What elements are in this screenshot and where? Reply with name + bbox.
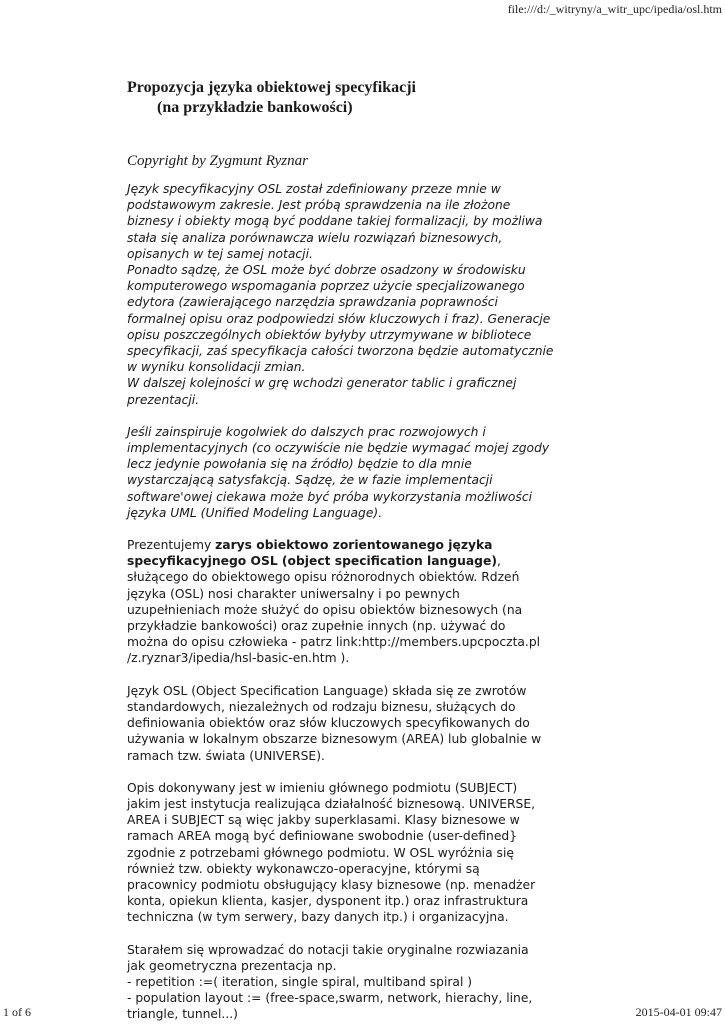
text-line: języka UML (Unified Modeling Language). bbox=[127, 505, 383, 520]
document-title bbox=[127, 78, 552, 118]
text-line: biznesy i obiekty mogą być poddane takiej formalizacji, by możliwa bbox=[127, 214, 543, 229]
text-line: jakim jest instytucja realizująca działalność biznesową. UNIVERSE, bbox=[127, 796, 536, 811]
subject-paragraph bbox=[127, 780, 552, 926]
text-line: ramach AREA mogą być definiowane swobodnie (user-defined} bbox=[127, 829, 518, 844]
text-line: W dalszej kolejności w grę wchodzi generator tablic i graficznej bbox=[127, 376, 517, 391]
text-line: pracownicy podmiotu obsługujący klasy biznesowe (np. menadżer bbox=[127, 877, 536, 892]
text-line: lecz jedynie powołania się na źródło) będzie to dla mnie bbox=[127, 457, 472, 472]
text-line: specyfikacji, zaś specyfikacja całości tworzona będzie automatycznie bbox=[127, 344, 554, 359]
text-line: opisu poszczególnych obiektów byłyby utrzymywane w bibliotece bbox=[127, 327, 532, 342]
text-line: software'owej ciekawa może być próba wykorzystania możliwości bbox=[127, 489, 533, 504]
text-line: techniczna (w tym serwery, bazy danych itp.) i organizacyjna. bbox=[127, 910, 509, 925]
text-line: implementacyjnych (co oczywiście nie będzie wymagać mojej zgody bbox=[127, 441, 550, 456]
presentation-paragraph bbox=[127, 537, 552, 667]
text-line: języka (OSL) nosi charakter uniwersalny i po pewnych bbox=[127, 586, 460, 601]
text-line: Ponadto sądzę, że OSL może być dobrze osadzony w środowisku bbox=[127, 263, 526, 278]
text-line: uzupełnieniach może służyć do opisu obiektów biznesowych (na bbox=[127, 602, 523, 617]
text-line: również tzw. obiekty wykonawczo-operacyjne, którymi są bbox=[127, 861, 480, 876]
text-line: komputerowego wspomagania poprzez użycie specjalizowanego bbox=[127, 279, 525, 294]
text-line: /z.ryznar3/ipedia/hsl-basic-en.htm ). bbox=[127, 651, 350, 666]
text-line: edytora (zawierającego narzędzia sprawdzania poprawności bbox=[127, 295, 498, 310]
text-line: - population layout := (free-space,swarm, network, hierachy, line, bbox=[127, 991, 533, 1006]
text-line: triangle, tunnel...) bbox=[127, 1007, 238, 1022]
text-line: definiowania obiektów oraz słów kluczowych specyfikowanych do bbox=[127, 716, 530, 731]
footer-datetime: 2015-04-01 09:47 bbox=[635, 1005, 722, 1019]
text-fragment: Prezentujemy bbox=[127, 538, 216, 553]
text-line: prezentacji. bbox=[127, 392, 200, 407]
notation-paragraph bbox=[127, 942, 552, 1023]
text-line: jak geometryczna prezentacja np. bbox=[127, 958, 337, 973]
osl-definition-paragraph bbox=[127, 683, 552, 764]
text-line: wystarczającą satysfakcją. Sądzę, że w fazie implementacji bbox=[127, 473, 493, 488]
text-line: zgodnie z potrzebami głównego podmiotu. W OSL wyróżnia się bbox=[127, 845, 514, 860]
text-line bbox=[127, 553, 552, 569]
text-line: Jeśli zainspiruje kogolwiek do dalszych prac rozwojowych i bbox=[127, 424, 486, 439]
text-line: ramach tzw. świata (UNIVERSE). bbox=[127, 748, 325, 763]
text-line: opisanych w tej samej notacji. bbox=[127, 246, 313, 261]
text-line: przykładzie bankowości) oraz zupełnie innych (np. używać do bbox=[127, 619, 506, 634]
title-line-1: Propozycja języka obiektowej specyfikacji bbox=[127, 79, 416, 96]
title-line-2: (na przykładzie bankowości) bbox=[157, 99, 353, 116]
bold-phrase: specyfikacyjnego OSL (object specification language) bbox=[127, 554, 497, 569]
text-line: stała się analiza porównawcza wielu rozwiązań biznesowych, bbox=[127, 230, 503, 245]
footer-page-number: 1 of 6 bbox=[3, 1005, 31, 1019]
text-line: Język OSL (Object Specification Language) składa się ze zwrotów bbox=[127, 683, 527, 698]
inspiration-paragraph bbox=[127, 424, 552, 521]
text-line bbox=[127, 537, 552, 553]
intro-paragraph bbox=[127, 181, 552, 408]
text-line: Język specyfikacyjny OSL został zdefiniowany przeze mnie w bbox=[127, 182, 501, 196]
text-line: używania w lokalnym obszarze biznesowym (AREA) lub globalnie w bbox=[127, 732, 542, 747]
text-line: podstawowym zakresie. Jest próbą sprawdzenia na ile złożone bbox=[127, 198, 511, 213]
text-line: standardowych, niezależnych od rodzaju biznesu, służących do bbox=[127, 699, 516, 714]
text-line: można do opisu człowieka - patrz link:http://members.upcpoczta.pl bbox=[127, 635, 541, 650]
text-line: formalnej opisu oraz podpowiedzi słów kluczowych i fraz). Generacje bbox=[127, 311, 551, 326]
text-line: - repetition :=( iteration, single spiral, multiband spiral ) bbox=[127, 974, 473, 989]
text-fragment: , bbox=[496, 554, 501, 569]
copyright-line: Copyright by Zygmunt Ryznar bbox=[127, 153, 308, 169]
document-body bbox=[127, 78, 552, 1023]
text-line: AREA i SUBJECT są więc jakby superklasami. Klasy biznesowe w bbox=[127, 813, 520, 828]
text-line: Opis dokonywany jest w imieniu głównego podmiotu (SUBJECT) bbox=[127, 780, 518, 795]
text-line: w wyniku konsolidacji zmian. bbox=[127, 360, 306, 375]
bold-phrase: zarys obiektowo zorientowanego języka bbox=[215, 538, 493, 553]
text-line: Starałem się wprowadzać do notacji takie oryginalne rozwiazania bbox=[127, 942, 529, 957]
text-line: konta, opiekun klienta, kasjer, dysponent itp.) oraz infrastruktura bbox=[127, 894, 529, 909]
header-url: file:///d:/_witryny/a_witr_upc/ipedia/osl.htm bbox=[507, 2, 722, 16]
text-line: służącego do obiektowego opisu różnorodnych obiektów. Rdzeń bbox=[127, 570, 520, 585]
